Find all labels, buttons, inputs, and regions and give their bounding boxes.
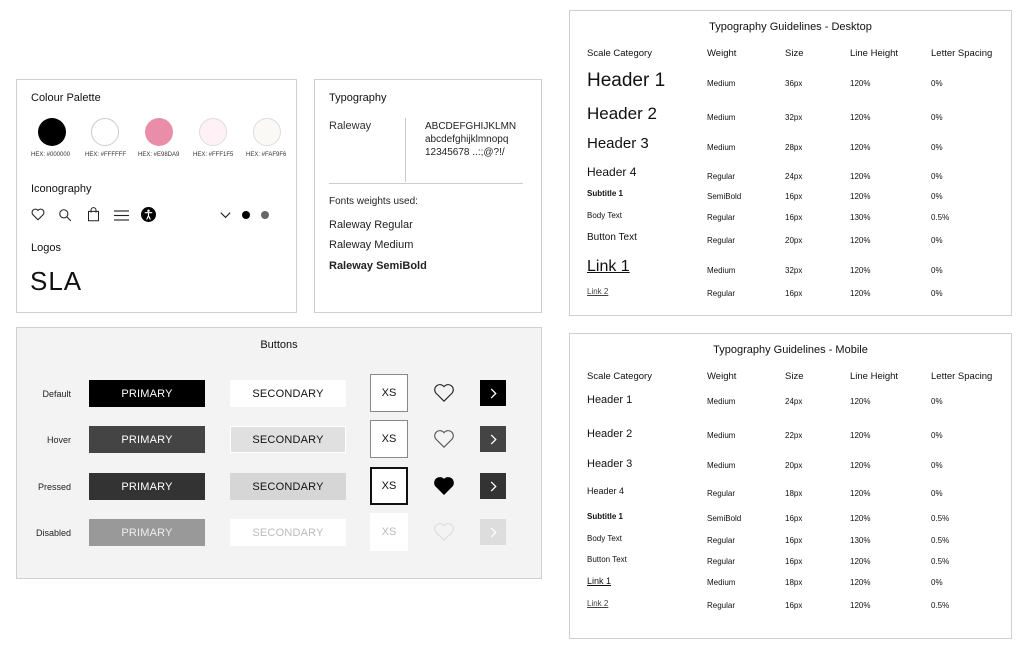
table-cell: 0% <box>931 489 943 498</box>
table-cell: Regular <box>707 213 736 222</box>
hex-label: HEX: #FAF9F6 <box>246 152 287 158</box>
chevron-down-icon <box>220 211 231 219</box>
table-cell: Regular <box>707 489 736 498</box>
xs-button-pressed[interactable]: XS <box>370 467 408 505</box>
state-label-hover: Hover <box>46 435 71 445</box>
table-cell: 0% <box>931 192 943 201</box>
scale-category: Header 3 <box>587 458 633 470</box>
column-header: Size <box>785 48 804 59</box>
next-arrow-button[interactable] <box>480 380 506 406</box>
scale-category: Link 2 <box>587 287 609 296</box>
colour-palette-panel <box>16 79 297 313</box>
buttons-title: Buttons <box>260 339 298 351</box>
weight-regular: Raleway Regular <box>329 219 413 231</box>
scale-category: Button Text <box>587 555 627 564</box>
table-cell: 120% <box>850 143 871 152</box>
next-arrow-button <box>480 519 506 545</box>
table-cell: 120% <box>850 289 871 298</box>
table-cell: Regular <box>707 536 736 545</box>
column-header: Size <box>785 371 804 382</box>
table-cell: 0% <box>931 143 943 152</box>
weights-title: Fonts weights used: <box>329 196 418 207</box>
hex-label: HEX: #FFFFFF <box>85 152 126 158</box>
glyph-lower: abcdefghijklmnopq <box>425 134 509 145</box>
secondary-button-default[interactable]: SECONDARY <box>230 380 346 407</box>
table-cell: 16px <box>785 557 803 566</box>
table-cell: Regular <box>707 236 736 245</box>
table-cell: 120% <box>850 113 871 122</box>
table-cell: 0% <box>931 113 943 122</box>
scale-category: Link 1 <box>587 258 630 275</box>
heart-icon[interactable] <box>433 429 455 449</box>
table-cell: Medium <box>707 461 736 470</box>
chevron-right-icon <box>489 388 497 399</box>
table-cell: 120% <box>850 514 871 523</box>
table-cell: 0% <box>931 172 943 181</box>
next-arrow-button[interactable] <box>480 426 506 452</box>
state-label-default: Default <box>42 389 71 399</box>
table-cell: 16px <box>785 192 803 201</box>
next-arrow-button[interactable] <box>480 473 506 499</box>
table-cell: 24px <box>785 397 803 406</box>
state-label-disabled: Disabled <box>35 528 71 538</box>
table-cell: Medium <box>707 397 736 406</box>
heart-icon <box>433 522 455 542</box>
table-cell: 16px <box>785 213 803 222</box>
accessibility-icon <box>141 207 156 222</box>
table-cell: 0% <box>931 289 943 298</box>
glyph-upper: ABCDEFGHIJKLMN <box>425 121 517 132</box>
table-cell: 32px <box>785 113 803 122</box>
scale-category: Header 3 <box>587 135 649 152</box>
heart-icon[interactable] <box>433 383 455 403</box>
swatch-light-pink <box>199 118 227 146</box>
table-cell: 0.5% <box>931 557 950 566</box>
chevron-right-icon <box>489 481 497 492</box>
table-cell: 120% <box>850 431 871 440</box>
table-cell: 18px <box>785 578 803 587</box>
dot-icon <box>242 211 250 219</box>
glyph-sample <box>425 120 516 159</box>
heart-filled-icon[interactable] <box>433 476 455 496</box>
sla-logo: SLA <box>30 266 83 296</box>
table-cell: 120% <box>850 79 871 88</box>
typography-panel <box>314 79 542 313</box>
scale-category: Link 1 <box>587 576 612 586</box>
scale-category: Header 4 <box>587 486 625 496</box>
table-cell: Medium <box>707 113 736 122</box>
primary-button-default[interactable]: PRIMARY <box>89 380 205 407</box>
scale-category: Header 1 <box>587 394 633 406</box>
iconography-title: Iconography <box>31 183 92 195</box>
scale-category: Body Text <box>587 534 622 543</box>
desktop-title: Typography Guidelines - Desktop <box>709 21 872 33</box>
table-cell: 0% <box>931 431 943 440</box>
table-cell: Medium <box>707 143 736 152</box>
column-header: Letter Spacing <box>931 48 993 59</box>
column-header: Weight <box>707 371 737 382</box>
scale-category: Button Text <box>587 232 637 243</box>
table-cell: 130% <box>850 213 871 222</box>
table-cell: 0.5% <box>931 514 950 523</box>
secondary-button-disabled: SECONDARY <box>230 519 346 546</box>
table-cell: 22px <box>785 431 803 440</box>
state-label-pressed: Pressed <box>37 482 71 492</box>
glyph-digits: 12345678 ..:;@?!/ <box>425 147 505 158</box>
table-cell: 24px <box>785 172 803 181</box>
table-cell: 120% <box>850 192 871 201</box>
primary-button-disabled: PRIMARY <box>89 519 205 546</box>
font-name: Raleway <box>329 120 372 132</box>
divider <box>329 183 523 184</box>
table-cell: 130% <box>850 536 871 545</box>
table-cell: 28px <box>785 143 803 152</box>
table-cell: 0.5% <box>931 536 950 545</box>
column-header: Letter Spacing <box>931 371 993 382</box>
table-cell: 120% <box>850 557 871 566</box>
xs-button-disabled: XS <box>370 513 408 551</box>
table-cell: 0% <box>931 266 943 275</box>
buttons-panel <box>16 327 542 579</box>
table-cell: 0% <box>931 236 943 245</box>
weight-medium: Raleway Medium <box>329 239 414 251</box>
desktop-guidelines-panel <box>569 10 1012 316</box>
table-cell: 16px <box>785 601 803 610</box>
table-cell: 16px <box>785 536 803 545</box>
table-cell: 120% <box>850 578 871 587</box>
table-cell: 16px <box>785 289 803 298</box>
table-cell: 20px <box>785 236 803 245</box>
table-cell: 16px <box>785 514 803 523</box>
table-cell: Regular <box>707 172 736 181</box>
table-cell: 0.5% <box>931 213 950 222</box>
chevron-right-icon <box>489 434 497 445</box>
table-cell: 120% <box>850 397 871 406</box>
table-cell: 120% <box>850 172 871 181</box>
table-cell: SemiBold <box>707 514 742 523</box>
table-cell: Medium <box>707 578 736 587</box>
table-cell: 0.5% <box>931 601 950 610</box>
typography-title: Typography <box>329 92 387 104</box>
table-cell: 120% <box>850 461 871 470</box>
primary-button-hover[interactable]: PRIMARY <box>89 426 205 453</box>
column-header: Scale Category <box>587 48 652 59</box>
table-cell: 0% <box>931 397 943 406</box>
mobile-guidelines-panel <box>569 333 1012 639</box>
table-cell: 36px <box>785 79 803 88</box>
table-cell: 0% <box>931 461 943 470</box>
scale-category: Header 1 <box>587 70 666 91</box>
table-cell: 120% <box>850 266 871 275</box>
column-header: Line Height <box>850 48 899 59</box>
menu-icon <box>114 210 129 221</box>
divider <box>405 118 406 182</box>
table-cell: 0% <box>931 79 943 88</box>
scale-category: Header 2 <box>587 104 657 123</box>
dot-grey-icon <box>261 211 269 219</box>
scale-category: Subtitle 1 <box>587 189 624 198</box>
table-cell: 120% <box>850 601 871 610</box>
table-cell: Regular <box>707 557 736 566</box>
mobile-title: Typography Guidelines - Mobile <box>713 344 868 356</box>
table-cell: Regular <box>707 289 736 298</box>
secondary-button-hover[interactable]: SECONDARY <box>230 426 346 453</box>
swatch-off-white <box>253 118 281 146</box>
hex-label: HEX: #E98DA9 <box>138 152 180 158</box>
table-cell: Medium <box>707 431 736 440</box>
scale-category: Subtitle 1 <box>587 512 624 521</box>
logos-title: Logos <box>31 242 61 254</box>
heart-icon <box>31 208 45 221</box>
hex-label: HEX: #FFF1F5 <box>193 152 234 158</box>
column-header: Line Height <box>850 371 899 382</box>
scale-category: Header 4 <box>587 165 637 179</box>
primary-button-pressed[interactable]: PRIMARY <box>89 473 205 500</box>
table-cell: Regular <box>707 601 736 610</box>
colour-palette-title: Colour Palette <box>31 92 101 104</box>
swatch-black <box>38 118 66 146</box>
column-header: Weight <box>707 48 737 59</box>
table-cell: 20px <box>785 461 803 470</box>
xs-button-hover[interactable]: XS <box>370 420 408 458</box>
table-cell: Medium <box>707 266 736 275</box>
scale-category: Body Text <box>587 211 622 220</box>
table-cell: 120% <box>850 236 871 245</box>
weight-semibold: Raleway SemiBold <box>329 260 427 272</box>
table-cell: SemiBold <box>707 192 742 201</box>
column-header: Scale Category <box>587 371 652 382</box>
secondary-button-pressed[interactable]: SECONDARY <box>230 473 346 500</box>
table-cell: 120% <box>850 489 871 498</box>
table-cell: Medium <box>707 79 736 88</box>
hex-label: HEX: #000000 <box>31 152 71 158</box>
scale-category: Header 2 <box>587 428 633 440</box>
xs-button-default[interactable]: XS <box>370 374 408 412</box>
table-cell: 18px <box>785 489 803 498</box>
scale-category: Link 2 <box>587 599 609 608</box>
swatch-pink <box>145 118 173 146</box>
swatch-white <box>91 118 119 146</box>
table-cell: 32px <box>785 266 803 275</box>
shopping-bag-icon <box>87 207 100 222</box>
table-cell: 0% <box>931 578 943 587</box>
search-icon <box>58 208 72 222</box>
chevron-right-icon <box>489 527 497 538</box>
